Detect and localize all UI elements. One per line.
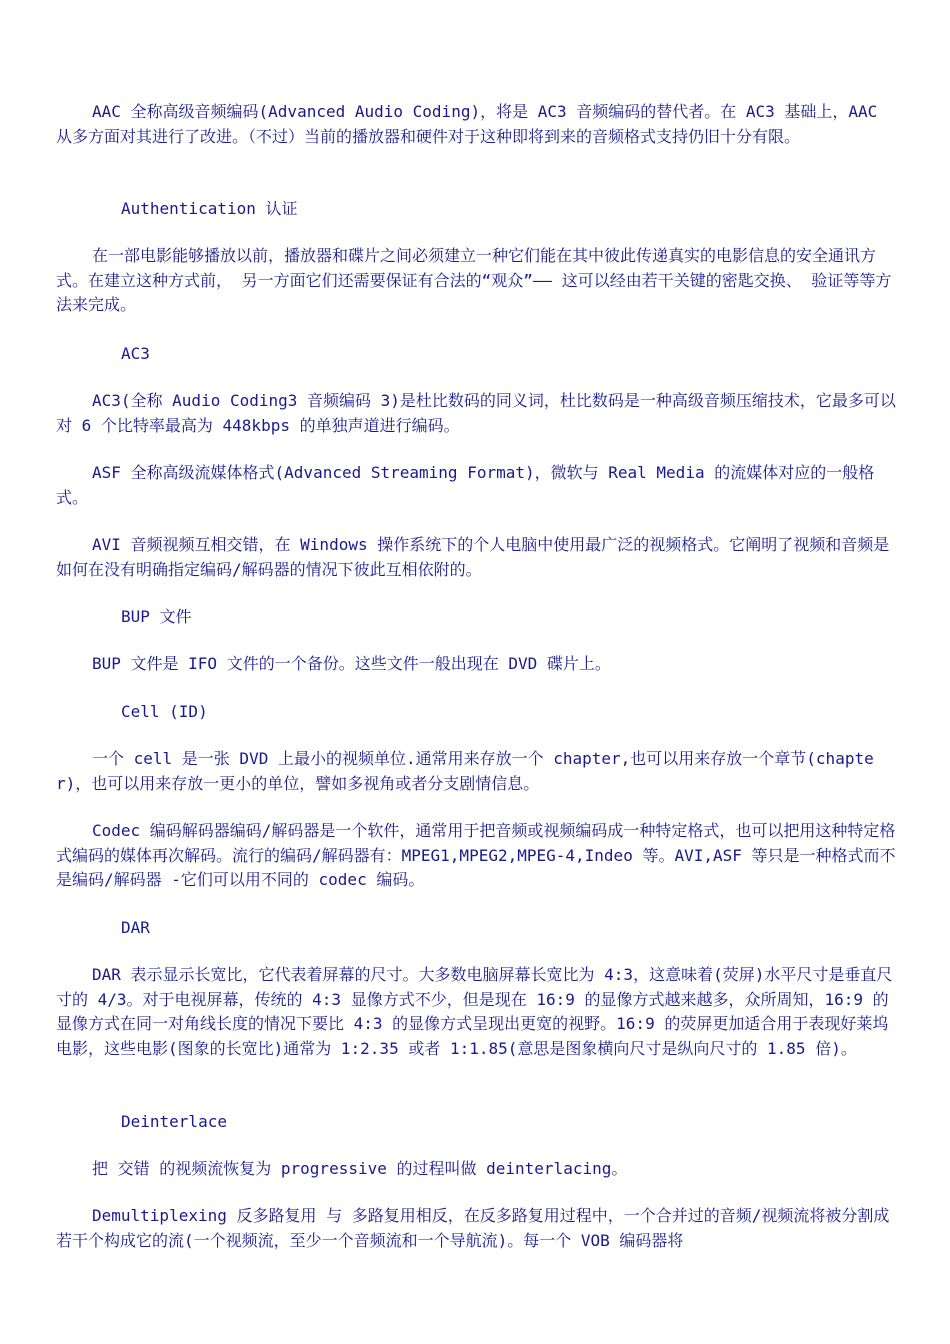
heading-dar: DAR (121, 918, 150, 937)
paragraph-deinterlace: 把 交错 的视频流恢复为 progressive 的过程叫做 deinterlacing。 (92, 1159, 628, 1178)
paragraph-aac: AAC 全称高级音频编码(Advanced Audio Coding)，将是 AC3 音频编码的替代者。在 AC3 基础上，AAC 从多方面对其进行了改进。（不过）当前的播放器和硬件对于这种即将到来的音频格式支持仍旧十分有限。 (56, 102, 878, 146)
heading-bup: BUP 文件 (121, 607, 192, 626)
heading-deinterlace: Deinterlace (121, 1112, 227, 1131)
paragraph-cell: 一个 cell 是一张 DVD 上最小的视频单位.通常用来存放一个 chapter,也可以用来存放一个章节(chapter)，也可以用来存放一更小的单位，譬如多视角或者分支剧情信息。 (56, 749, 874, 793)
paragraph-authentication: 在一部电影能够播放以前，播放器和碟片之间必须建立一种它们能在其中彼此传递真实的电影信息的安全通讯方式。在建立这种方式前， 另一方面它们还需要保证有合法的“观众”—— 这可以经由若干关键的密匙交换、 验证等等方法来完成。 (56, 246, 892, 314)
paragraph-demultiplexing: Demultiplexing 反多路复用 与 多路复用相反，在反多路复用过程中，一个合并过的音频/视频流将被分割成若干个构成它的流(一个视频流，至少一个音频流和一个导航流)。每一个 VOB 编码器将 (56, 1206, 890, 1250)
paragraph-asf: ASF 全称高级流媒体格式(Advanced Streaming Format)，微软与 Real Media 的流媒体对应的一般格式。 (56, 463, 875, 507)
paragraph-avi: AVI 音频视频互相交错，在 Windows 操作系统下的个人电脑中使用最广泛的视频格式。它阐明了视频和音频是如何在没有明确指定编码/解码器的情况下彼此互相依附的。 (56, 535, 890, 579)
heading-authentication: Authentication 认证 (121, 199, 298, 218)
paragraph-codec: Codec 编码解码器编码/解码器是一个软件，通常用于把音频或视频编码成一种特定格式，也可以把用这种特定格式编码的媒体再次解码。流行的编码/解码器有：MPEG1,MPEG2,MPEG-4,Indeo 等。AVI,ASF 等只是一种格式而不是编码/解码器 -它们可以用不同的 codec 编码。 (56, 821, 896, 889)
paragraph-ac3: AC3(全称 Audio Coding3 音频编码 3)是杜比数码的同义词，杜比数码是一种高级音频压缩技术，它最多可以对 6 个比特率最高为 448kbps 的单独声道进行编码。 (56, 391, 896, 435)
paragraph-dar: DAR 表示显示长宽比，它代表着屏幕的尺寸。大多数电脑屏幕长宽比为 4:3，这意味着(荧屏)水平尺寸是垂直尺寸的 4/3。对于电视屏幕，传统的 4:3 显像方式不少，但是现在 16:9 的显像方式越来越多，众所周知，16:9 的显像方式在同一对角线长度的情况下要比 4:3 的显像方式呈现出更宽的视野。16:9 的荧屏更加适合用于表现好莱坞电影，这些电影(图象的长宽比)通常为 1:2.35 或者 1:1.85(意思是图象横向尺寸是纵向尺寸的 1.85 倍)。 (56, 965, 893, 1058)
paragraph-bup: BUP 文件是 IFO 文件的一个备份。这些文件一般出现在 DVD 碟片上。 (92, 654, 611, 673)
heading-ac3: AC3 (121, 344, 150, 363)
heading-cell: Cell (ID) (121, 702, 208, 721)
